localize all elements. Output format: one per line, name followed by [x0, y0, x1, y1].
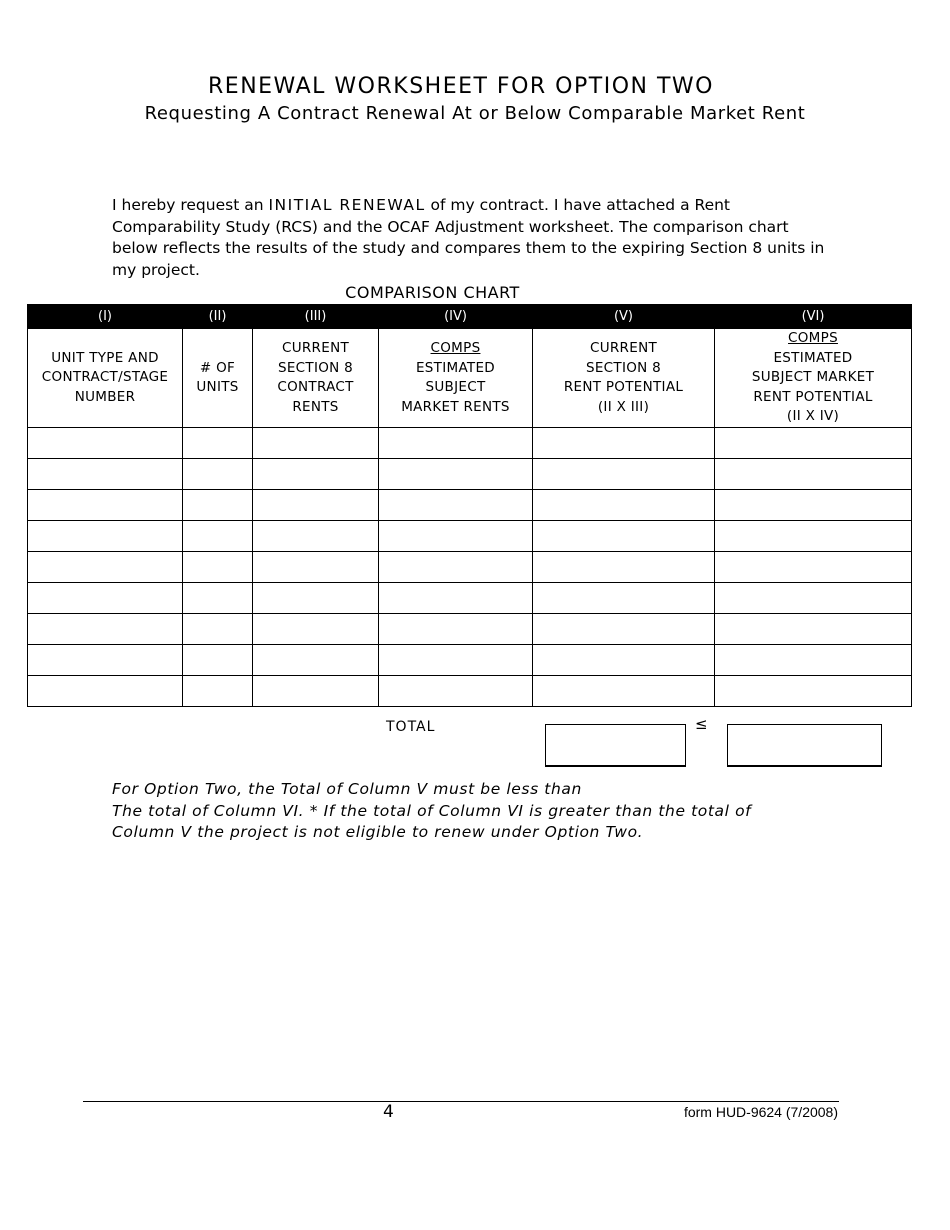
column-number-2: (II)	[183, 305, 253, 329]
table-cell[interactable]	[715, 490, 912, 521]
table-cell[interactable]	[28, 614, 183, 645]
note-line: For Option Two, the Total of Column V must be less than	[112, 780, 582, 798]
table-cell[interactable]	[533, 676, 715, 707]
table-cell[interactable]	[253, 428, 379, 459]
header-line-underlined: COMPS	[788, 330, 838, 347]
table-cell[interactable]	[715, 645, 912, 676]
table-cell[interactable]	[183, 459, 253, 490]
total-column-vi-box[interactable]	[727, 724, 882, 767]
header-line: NUMBER	[74, 388, 136, 405]
table-row	[28, 552, 912, 583]
table-cell[interactable]	[183, 552, 253, 583]
table-cell[interactable]	[379, 490, 533, 521]
table-cell[interactable]	[715, 428, 912, 459]
table-cell[interactable]	[379, 676, 533, 707]
comparison-chart-title: COMPARISON CHART	[345, 283, 520, 302]
table-cell[interactable]	[183, 490, 253, 521]
table-cell[interactable]	[28, 428, 183, 459]
header-line: CONTRACT	[277, 379, 354, 395]
table-cell[interactable]	[379, 645, 533, 676]
table-row	[28, 459, 912, 490]
header-line: UNITS	[196, 379, 239, 395]
table-cell[interactable]	[715, 552, 912, 583]
table-cell[interactable]	[253, 614, 379, 645]
column-number-5: (V)	[533, 305, 715, 329]
table-row	[28, 614, 912, 645]
table-row	[28, 645, 912, 676]
table-row	[28, 583, 912, 614]
header-line: SECTION 8	[585, 359, 662, 376]
table-cell[interactable]	[253, 676, 379, 707]
header-line: SUBJECT	[425, 379, 486, 395]
header-line: RENT POTENTIAL	[753, 388, 873, 405]
eligibility-note	[112, 779, 752, 844]
note-line: The total of Column VI. * If the total of Column VI is greater than the total of	[112, 801, 752, 820]
initial-renewal-emphasis: INITIAL RENEWAL	[268, 196, 426, 214]
intro-text-rest: of my contract. I have attached a Rent Comparability Study (RCS) and the OCAF Adjustment worksheet. The comparison chart below reflects the results of the study and compares them to the expiring Section 8 units in my project.	[112, 196, 825, 279]
table-cell[interactable]	[715, 676, 912, 707]
table-cell[interactable]	[715, 521, 912, 552]
header-line: CURRENT	[589, 340, 658, 356]
header-current-contract-rents	[253, 329, 379, 428]
header-current-rent-potential	[533, 329, 715, 428]
table-cell[interactable]	[533, 645, 715, 676]
form-identifier: form HUD-9624 (7/2008)	[683, 1104, 838, 1120]
table-cell[interactable]	[183, 583, 253, 614]
header-line: RENT POTENTIAL	[563, 379, 684, 395]
table-cell[interactable]	[533, 583, 715, 614]
table-row	[28, 676, 912, 707]
table-cell[interactable]	[533, 490, 715, 521]
intro-paragraph	[112, 195, 832, 281]
table-cell[interactable]	[715, 459, 912, 490]
table-cell[interactable]	[533, 459, 715, 490]
header-comps-market-rents	[379, 329, 533, 428]
table-cell[interactable]	[28, 645, 183, 676]
table-cell[interactable]	[253, 521, 379, 552]
table-cell[interactable]	[379, 614, 533, 645]
table-cell[interactable]	[533, 521, 715, 552]
column-header-row	[28, 329, 912, 428]
column-number-4: (IV)	[379, 305, 533, 329]
table-cell[interactable]	[253, 459, 379, 490]
column-number-3: (III)	[253, 305, 379, 329]
table-cell[interactable]	[533, 614, 715, 645]
table-cell[interactable]	[379, 521, 533, 552]
header-line: SUBJECT MARKET	[751, 369, 875, 386]
table-cell[interactable]	[379, 428, 533, 459]
header-line: (II X III)	[597, 398, 650, 415]
header-line: # OF	[199, 359, 236, 376]
note-line: Column V the project is not eligible to renew under Option Two.	[112, 823, 644, 841]
table-cell[interactable]	[28, 459, 183, 490]
table-cell[interactable]	[379, 583, 533, 614]
header-line: MARKET RENTS	[401, 398, 510, 415]
table-cell[interactable]	[183, 614, 253, 645]
total-label: TOTAL	[386, 719, 436, 735]
column-number-1: (I)	[28, 305, 183, 329]
header-unit-type	[28, 329, 183, 428]
header-line: UNIT TYPE AND	[51, 349, 159, 366]
table-cell[interactable]	[379, 459, 533, 490]
table-cell[interactable]	[533, 428, 715, 459]
table-cell[interactable]	[715, 583, 912, 614]
table-cell[interactable]	[253, 645, 379, 676]
roman-numeral-header-row	[28, 305, 912, 329]
table-cell[interactable]	[28, 552, 183, 583]
table-row	[28, 521, 912, 552]
footer-divider	[83, 1101, 839, 1102]
header-line-underlined: COMPS	[430, 340, 481, 356]
table-row	[28, 490, 912, 521]
table-cell[interactable]	[28, 583, 183, 614]
page-subtitle: Requesting A Contract Renewal At or Below Comparable Market Rent	[144, 103, 806, 124]
header-line: SECTION 8	[277, 359, 354, 376]
table-cell[interactable]	[183, 676, 253, 707]
header-line: CURRENT	[281, 340, 350, 356]
table-cell[interactable]	[183, 521, 253, 552]
table-cell[interactable]	[28, 676, 183, 707]
total-column-v-box[interactable]	[545, 724, 686, 767]
table-cell[interactable]	[253, 552, 379, 583]
header-line: RENTS	[292, 398, 339, 415]
table-cell[interactable]	[183, 645, 253, 676]
table-cell[interactable]	[379, 552, 533, 583]
table-cell[interactable]	[183, 428, 253, 459]
table-cell[interactable]	[28, 490, 183, 521]
less-than-or-equal-symbol: ≤	[695, 715, 708, 733]
column-number-6: (VI)	[715, 305, 912, 329]
header-line: ESTIMATED	[773, 349, 853, 366]
comparison-table	[27, 304, 912, 707]
page-number: 4	[383, 1102, 394, 1122]
header-comps-rent-potential	[715, 329, 912, 428]
intro-text-start: I hereby request an	[112, 196, 269, 214]
table-cell[interactable]	[533, 552, 715, 583]
table-cell[interactable]	[28, 521, 183, 552]
table-row	[28, 428, 912, 459]
header-line: ESTIMATED	[415, 359, 496, 376]
header-line: (II X IV)	[786, 408, 840, 425]
page-title: RENEWAL WORKSHEET FOR OPTION TWO	[208, 74, 714, 99]
table-cell[interactable]	[253, 490, 379, 521]
header-number-of-units	[183, 329, 253, 428]
header-line: CONTRACT/STAGE	[41, 369, 169, 386]
table-cell[interactable]	[715, 614, 912, 645]
table-cell[interactable]	[253, 583, 379, 614]
